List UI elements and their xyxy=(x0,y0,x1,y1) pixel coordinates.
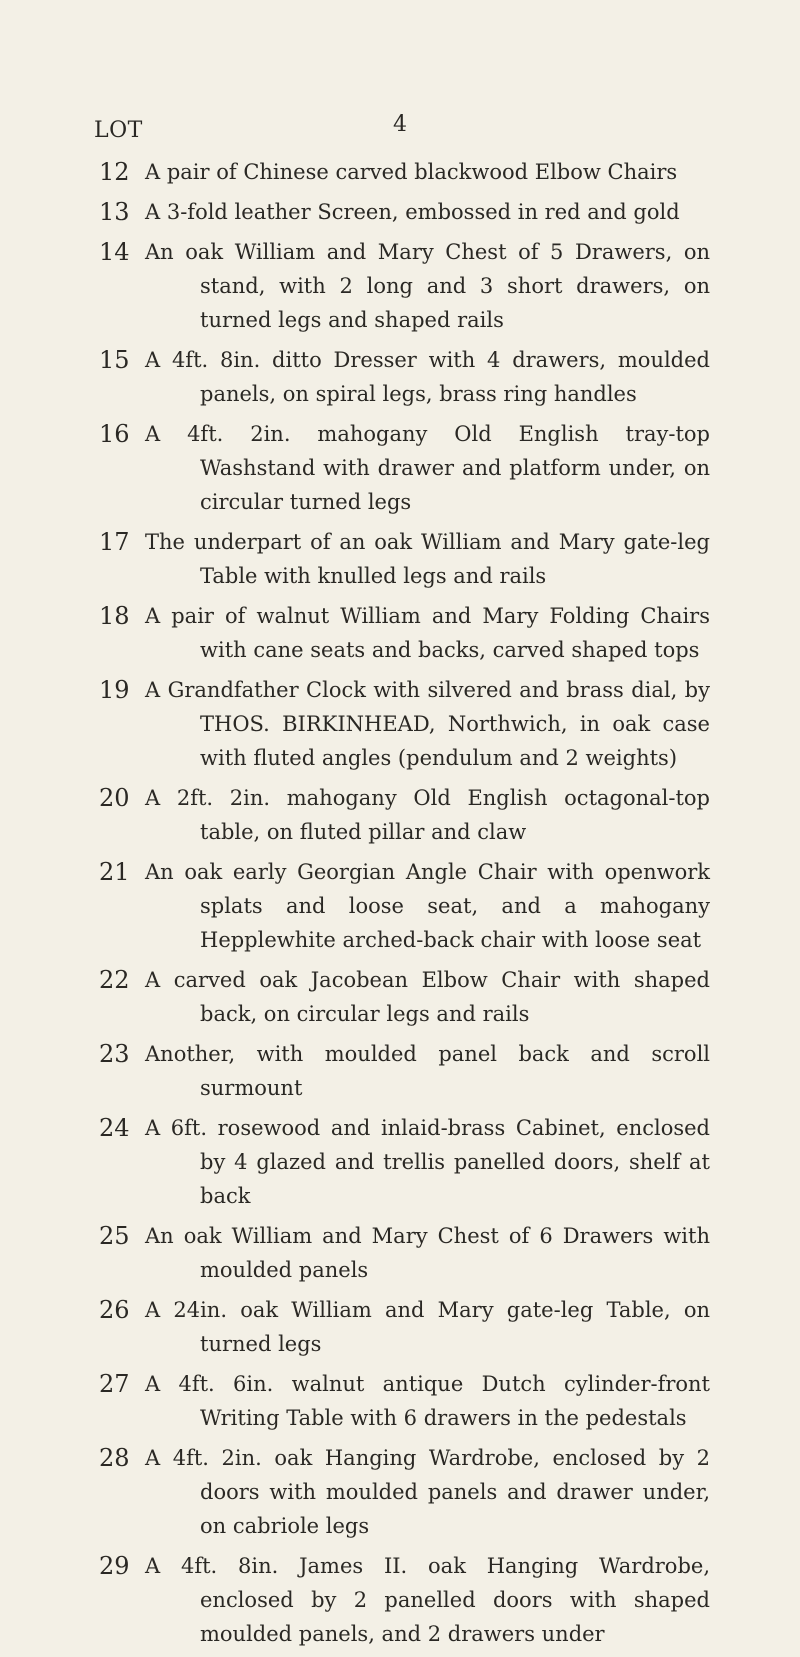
lot-description: An oak William and Mary Chest of 6 Drawers with moulded panels xyxy=(145,1224,710,1282)
lot-entry xyxy=(0,1293,800,1361)
lot-description: A 2ft. 2in. mahogany Old English octagonal-top table, on fluted pillar and claw xyxy=(145,786,710,844)
lot-number: 21 xyxy=(99,858,130,886)
lot-entry xyxy=(0,417,800,519)
lot-description: A pair of walnut William and Mary Folding Chairs with cane seats and backs, carved shaped tops xyxy=(145,604,710,662)
lot-number: 15 xyxy=(99,346,130,374)
lot-entry xyxy=(0,1441,800,1543)
lot-number: 13 xyxy=(99,198,130,226)
lot-description: An oak early Georgian Angle Chair with openwork splats and loose seat, and a mahogany Hepplewhite arched-back chair with loose seat xyxy=(145,860,710,952)
lot-description: Another, with moulded panel back and scroll surmount xyxy=(145,1042,710,1100)
lot-entry xyxy=(0,963,800,1031)
lot-description: A 4ft. 6in. walnut antique Dutch cylinder-front Writing Table with 6 drawers in the pedestals xyxy=(145,1372,710,1430)
lot-number: 17 xyxy=(99,528,130,556)
lot-entry xyxy=(0,855,800,957)
lot-entry xyxy=(0,1549,800,1651)
lot-number: 23 xyxy=(99,1040,130,1068)
lot-number: 20 xyxy=(99,784,130,812)
lot-number: 19 xyxy=(99,676,130,704)
lot-entry xyxy=(0,195,800,229)
lot-description: The underpart of an oak William and Mary gate-leg Table with knulled legs and rails xyxy=(145,530,710,588)
lot-list xyxy=(0,155,800,1657)
lot-entry xyxy=(0,1367,800,1435)
lot-description: A 4ft. 8in. James II. oak Hanging Wardrobe, enclosed by 2 panelled doors with shaped moulded panels, and 2 drawers under xyxy=(145,1554,710,1646)
lot-number: 22 xyxy=(99,966,130,994)
lot-number: 25 xyxy=(99,1222,130,1250)
lot-description: A 6ft. rosewood and inlaid-brass Cabinet, enclosed by 4 glazed and trellis panelled doors, shelf at back xyxy=(145,1116,710,1208)
lot-number: 27 xyxy=(99,1370,130,1398)
lot-number: 29 xyxy=(99,1552,130,1580)
lot-number: 14 xyxy=(99,238,130,266)
lot-entry xyxy=(0,1219,800,1287)
lot-number: 26 xyxy=(99,1296,130,1324)
lot-number: 28 xyxy=(99,1444,130,1472)
lot-entry xyxy=(0,781,800,849)
lot-number: 24 xyxy=(99,1114,130,1142)
lot-description: A pair of Chinese carved blackwood Elbow Chairs xyxy=(145,160,678,184)
lot-description: A 4ft. 2in. oak Hanging Wardrobe, enclosed by 2 doors with moulded panels and drawer under, on cabriole legs xyxy=(145,1446,710,1538)
lot-description: A 4ft. 8in. ditto Dresser with 4 drawers, moulded panels, on spiral legs, brass ring handles xyxy=(145,348,710,406)
lot-number: 18 xyxy=(99,602,130,630)
page-number: 4 xyxy=(393,112,407,137)
lot-description: An oak William and Mary Chest of 5 Drawers, on stand, with 2 long and 3 short drawers, on turned legs and shaped rails xyxy=(145,240,710,332)
lot-entry xyxy=(0,525,800,593)
lot-entry xyxy=(0,1111,800,1213)
lot-description: A carved oak Jacobean Elbow Chair with shaped back, on circular legs and rails xyxy=(145,968,710,1026)
lot-entry xyxy=(0,599,800,667)
lot-entry xyxy=(0,673,800,775)
lot-entry xyxy=(0,235,800,337)
lot-number: 16 xyxy=(99,420,130,448)
lot-entry xyxy=(0,1037,800,1105)
lot-entry xyxy=(0,155,800,189)
lot-description: A 4ft. 2in. mahogany Old English tray-top Washstand with drawer and platform under, on circular turned legs xyxy=(145,422,710,514)
lot-entry xyxy=(0,343,800,411)
lot-description: A Grandfather Clock with silvered and brass dial, by THOS. BIRKINHEAD, Northwich, in oak case with fluted angles (pendulum and 2 weights) xyxy=(145,678,710,770)
lot-number: 12 xyxy=(99,158,130,186)
lot-column-header: LOT xyxy=(94,118,143,143)
lot-description: A 3-fold leather Screen, embossed in red and gold xyxy=(145,200,680,224)
lot-description: A 24in. oak William and Mary gate-leg Table, on turned legs xyxy=(145,1298,710,1356)
